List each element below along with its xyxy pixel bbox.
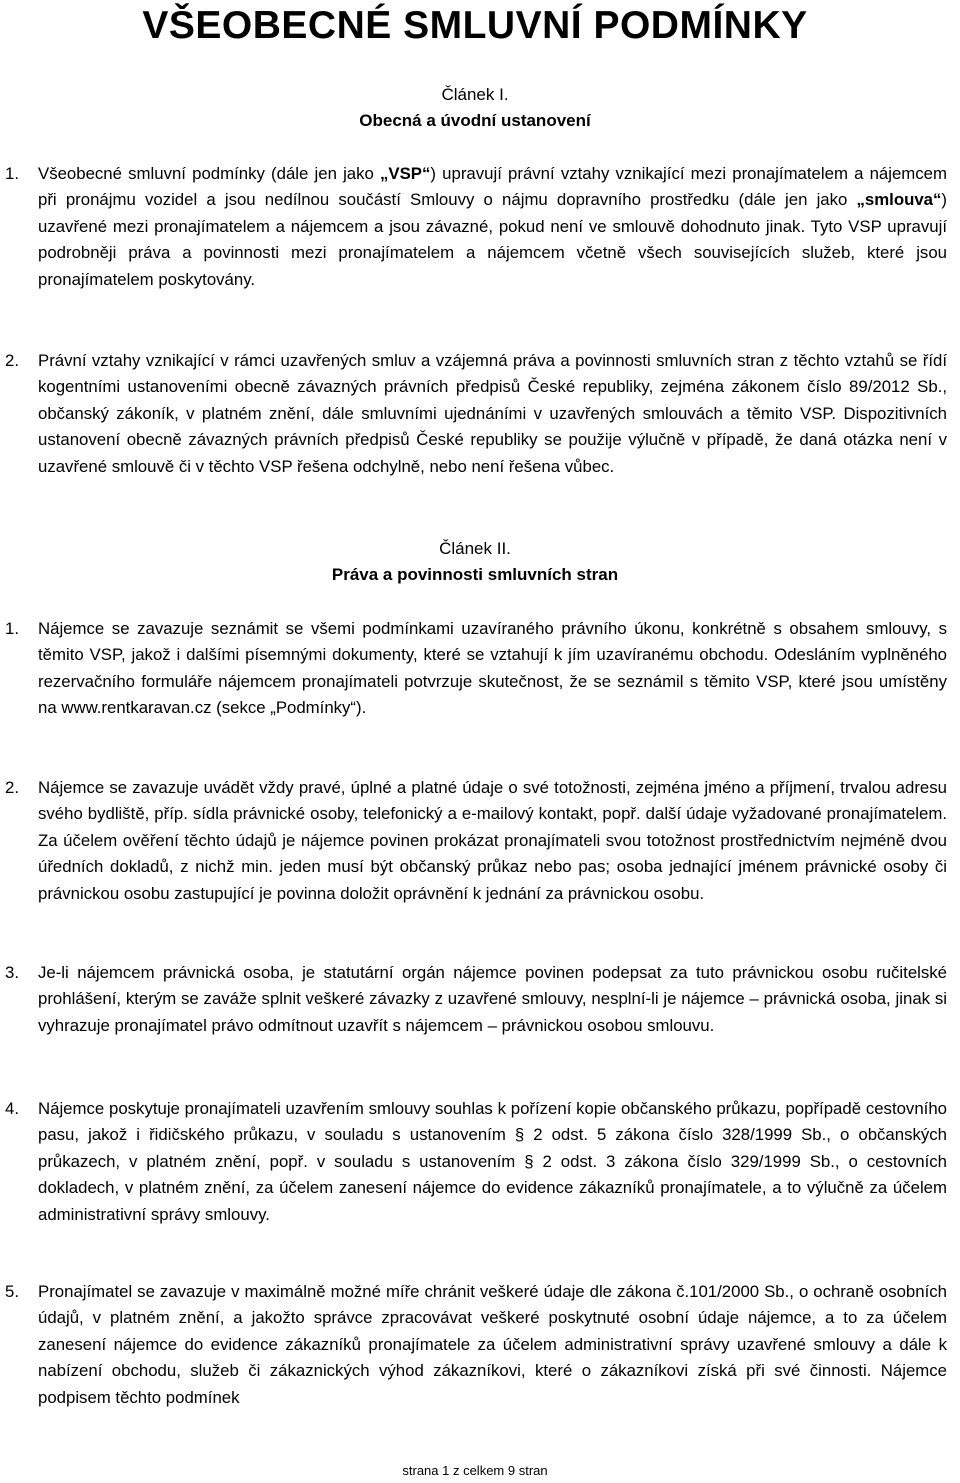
page-footer: strana 1 z celkem 9 stran xyxy=(402,1463,548,1478)
paragraph-number: 2. xyxy=(5,778,19,797)
article-number: Článek I. xyxy=(441,85,509,104)
article-name: Práva a povinnosti smluvních stran xyxy=(331,565,619,584)
paragraph xyxy=(5,775,947,907)
paragraph-number: 2. xyxy=(5,351,19,370)
paragraph xyxy=(5,1279,947,1411)
paragraph xyxy=(5,161,947,293)
article-heading xyxy=(0,82,950,134)
paragraph-text: Nájemce poskytuje pronajímateli uzavřením smlouvy souhlas k pořízení kopie občanského průkazu, popřípadě cestovního pasu, jakož i řidičského průkazu, v souladu s ustanovením § 2 odst. 5 zákona číslo 328/1999 Sb., o občanských průkazech, v platném znění, popř. v souladu s ustanovením § 2 odst. 3 zákona číslo 329/1999 Sb., o cestovních dokladech, v platném znění, za účelem zanesení nájemce do evidence zákazníků pronajímatele, a to výlučně za účelem administrativní správy smlouvy. xyxy=(38,1099,947,1224)
paragraph-text: Nájemce se zavazuje uvádět vždy pravé, úplné a platné údaje o své totožnosti, zejména jméno a příjmení, trvalou adresu svého bydliště, příp. sídla právnické osoby, telefonický a e-mailový kontakt, popř. další údaje vyžadované pronajímatelem. Za účelem ověření těchto údajů je nájemce povinen prokázat pronajímateli svou totožnost prostřednictvím nejméně dvou úředních dokladů, z nichž min. jeden musí být občanský průkaz nebo pas; osoba jednající jménem právnické osoby či právnickou osobu zastupující je povinna doložit oprávnění k jednání za právnickou osobu. xyxy=(38,778,947,903)
paragraph-number: 1. xyxy=(5,619,19,638)
article-name: Obecná a úvodní ustanovení xyxy=(359,111,591,130)
paragraph-number: 4. xyxy=(5,1099,19,1118)
paragraph xyxy=(5,1096,947,1228)
document-title: VŠEOBECNÉ SMLUVNÍ PODMÍNKY xyxy=(142,4,808,47)
paragraph-number: 3. xyxy=(5,963,19,982)
defined-term: „smlouva“ xyxy=(856,190,942,210)
paragraph-text: Právní vztahy vznikající v rámci uzavřených smluv a vzájemná práva a povinnosti smluvních stran z těchto vztahů se řídí kogentními ustanoveními obecně závazných právních předpisů České republiky, zejména zákonem číslo 89/2012 Sb., občanský zákoník, v platném znění, dále smluvními ujednáními v uzavřených smlouvách a těmito VSP. Dispozitivních ustanovení obecně závazných právních předpisů České republiky se použije výlučně v případě, že daná otázka není v uzavřené smlouvě či v těchto VSP řešena odchylně, nebo není řešena vůbec. xyxy=(38,351,947,476)
paragraph-number: 5. xyxy=(5,1282,19,1301)
paragraph xyxy=(5,960,947,1039)
paragraph xyxy=(5,348,947,480)
paragraph-number: 1. xyxy=(5,164,19,183)
article-heading xyxy=(0,536,950,588)
paragraph xyxy=(5,616,947,722)
paragraph-text: Všeobecné smluvní podmínky (dále jen jako „VSP“) upravují právní vztahy vznikající mezi pronajímatelem a nájemcem při pronájmu vozidel a jsou nedílnou součástí Smlouvy o nájmu dopravního prostředku (dále jen jako „smlouva“) uzavřené mezi pronajímatelem a nájemcem a jsou závazné, pokud není ve smlouvě dohodnuto jinak. Tyto VSP upravují podrobněji práva a povinnosti mezi pronajímatelem a nájemcem včetně všech souvisejících služeb, které jsou pronajímatelem poskytovány. xyxy=(38,164,947,289)
article-number: Článek II. xyxy=(439,539,511,558)
paragraph-text: Je-li nájemcem právnická osoba, je statutární orgán nájemce povinen podepsat za tuto právnickou osobu ručitelské prohlášení, kterým se zaváže splnit veškeré závazky z uzavřené smlouvy, nesplní-li je nájemce – právnická osoba, jinak si vyhrazuje pronajímatel právo odmítnout uzavřít s nájemcem – právnickou osobou smlouvu. xyxy=(38,963,947,1035)
paragraph-text: Nájemce se zavazuje seznámit se všemi podmínkami uzavíraného právního úkonu, konkrétně s obsahem smlouvy, s těmito VSP, jakož i dalšími písemnými dokumenty, které se vztahují k jím uzavíranému obchodu. Odesláním vyplněného rezervačního formuláře nájemcem pronajímateli potvrzuje skutečnost, že se seznámil s těmito VSP, které jsou umístěny na www.rentkaravan.cz (sekce „Podmínky“). xyxy=(38,619,947,718)
defined-term: „VSP“ xyxy=(380,164,431,183)
paragraph-text: Pronajímatel se zavazuje v maximálně možné míře chránit veškeré údaje dle zákona č.101/2000 Sb., o ochraně osobních údajů, v platném znění, a jakožto správce zpracovávat veškeré poskytnuté osobní údaje nájemce, a to za účelem zanesení nájemce do evidence zákazníků pronajímatele za účelem administrativní správy uzavřené smlouvy a dále k nabízení obchodu, služeb či zákaznických výhod zákazníkovi, které o zákazníkovi získá při své činnosti. Nájemce podpisem těchto podmínek xyxy=(38,1282,947,1407)
